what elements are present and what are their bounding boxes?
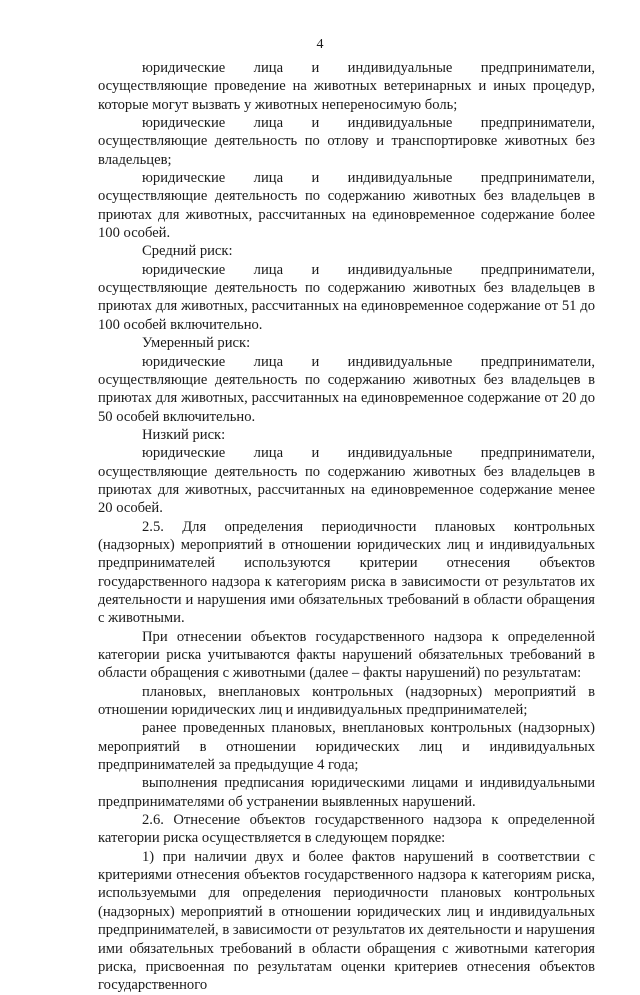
paragraph-section-2-6: 2.6. Отнесение объектов государственного надзора к определенной категории риска осуществляется в следующем порядке: — [98, 812, 595, 847]
paragraph-order-fulfillment: выполнения предписания юридическими лицами и индивидуальными предпринимателями об устранении выявленных нарушений. — [98, 775, 595, 810]
paragraph-item-1: 1) при наличии двух и более фактов нарушений в соответствии с критериями отнесения объектов государственного надзора к категориям риска, используемыми для определения периодичности плановых контрольных (надзорных) мероприятий в отношении юридических лиц и индивидуальных предпринимателей, в зависимости от результатов их деятельности и нарушения ими обязательных требований в области обращения с животными категория риска, присвоенная по результатам оценки критериев отнесения объектов государственного — [98, 848, 595, 994]
paragraph-risk-shelter-over-100: юридические лица и индивидуальные предприниматели, осуществляющие деятельность по содержанию животных без владельцев в приютах для животных, рассчитанных на единовременное содержание более 100 особей. — [98, 170, 595, 242]
paragraph-previous-inspections: ранее проведенных плановых, внеплановых контрольных (надзорных) мероприятий в отношении юридических лиц и индивидуальных предпринимателей за предыдущие 4 года; — [98, 720, 595, 774]
heading-moderate-risk: Умеренный риск: — [142, 335, 251, 352]
paragraph-planned-inspections: плановых, внеплановых контрольных (надзорных) мероприятий в отношении юридических лиц и индивидуальных предпринимателей; — [98, 683, 595, 719]
document-body — [98, 59, 595, 995]
heading-low-risk: Низкий риск: — [142, 426, 226, 443]
paragraph-risk-shelter-20-50: юридические лица и индивидуальные предприниматели, осуществляющие деятельность по содержанию животных без владельцев в приютах для животных, рассчитанных на единовременное содержание от 20 до 50 особей включительно. — [98, 353, 595, 425]
paragraph-risk-capture-transport: юридические лица и индивидуальные предприниматели, осуществляющие деятельность по отлову и транспортировке животных без владельцев; — [98, 115, 595, 168]
paragraph-violation-facts: При отнесении объектов государственного надзора к определенной категории риска учитываются факты нарушений обязательных требований в области обращения с животными (далее – факты нарушений) по результатам: — [98, 628, 595, 682]
paragraph-section-2-5: 2.5. Для определения периодичности плановых контрольных (надзорных) мероприятий в отношении юридических лиц и индивидуальных предпринимателей используются критерии отнесения объектов государственного надзора к категориям риска в зависимости от результатов их деятельности и нарушения ими обязательных требований в области обращения с животными. — [98, 518, 595, 627]
paragraph-risk-vet-procedures: юридические лица и индивидуальные предприниматели, осуществляющие проведение на животных ветеринарных и иных процедур, которые могут вызвать у животных непереносимую боль; — [98, 60, 595, 113]
paragraph-risk-shelter-51-100: юридические лица и индивидуальные предприниматели, осуществляющие деятельность по содержанию животных без владельцев в приютах для животных, рассчитанных на единовременное содержание от 51 до 100 особей включительно. — [98, 261, 595, 333]
heading-medium-risk: Средний риск: — [142, 243, 233, 260]
paragraph-risk-shelter-under-20: юридические лица и индивидуальные предприниматели, осуществляющие деятельность по содержанию животных без владельцев в приютах для животных, рассчитанных на единовременное содержание менее 20 особей. — [98, 445, 595, 517]
page-number: 4 — [316, 37, 324, 52]
